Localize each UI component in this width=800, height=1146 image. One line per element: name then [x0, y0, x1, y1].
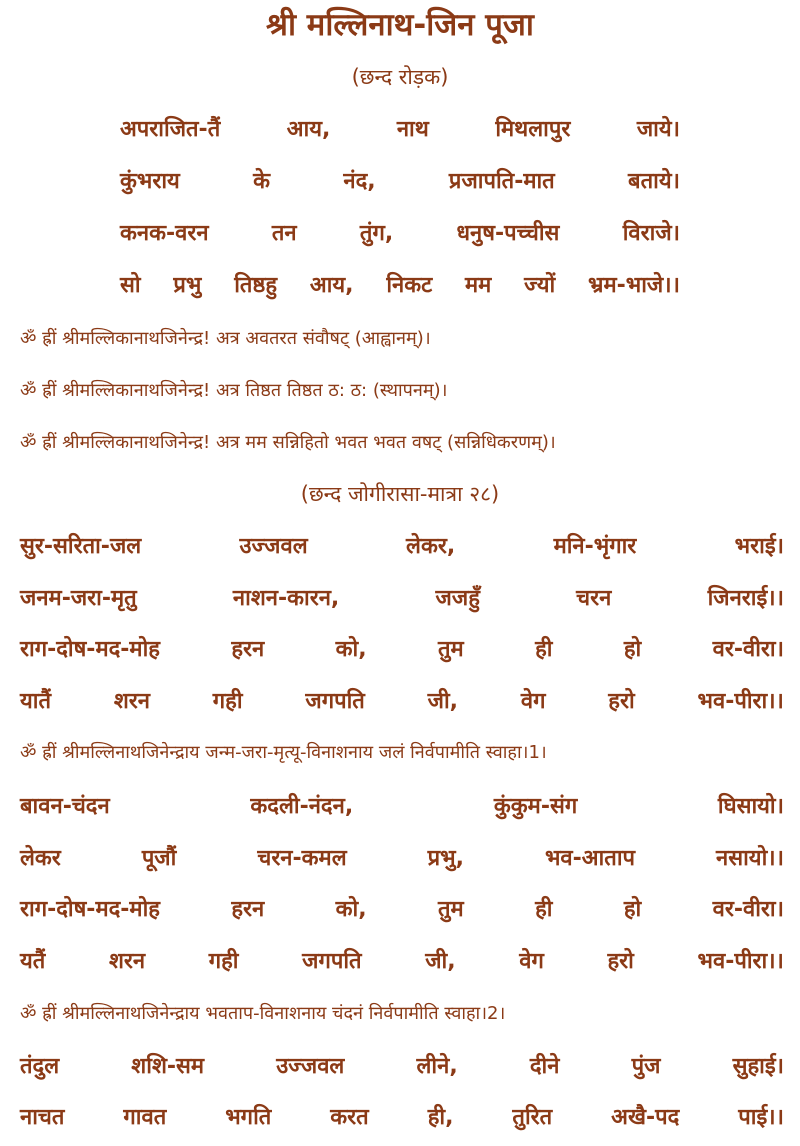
- verse-word: ही: [535, 637, 553, 662]
- verse-word: मनि-भृंगार: [553, 534, 637, 559]
- verse-word: हो: [623, 897, 642, 922]
- verse-word: सो: [120, 273, 141, 298]
- verse-word: पाई।।: [738, 1105, 784, 1130]
- verse-word: भव-पीरा।।: [697, 949, 784, 974]
- verse-word: पूजौं: [141, 846, 177, 871]
- verse-word: सुहाई।: [732, 1054, 784, 1079]
- verse-word: गही: [208, 949, 239, 974]
- verse-word: प्रभु,: [427, 846, 464, 871]
- verse-word: को,: [335, 637, 367, 662]
- verse-word: जगपति: [302, 949, 362, 974]
- verse-word: जगपति: [305, 689, 365, 714]
- verse-word: हरन: [231, 637, 265, 662]
- verse-word: निकट: [386, 273, 433, 298]
- verse-word: चरन: [576, 586, 612, 611]
- verse-word: नंद,: [343, 169, 376, 194]
- verse-word: ही: [535, 897, 553, 922]
- verse-word: राग-दोष-मद-मोह: [20, 637, 160, 662]
- verse-1-line-3: [120, 218, 680, 250]
- verse-word: लीने,: [416, 1054, 458, 1079]
- page-title: श्री मल्लिनाथ-जिन पूजा: [266, 7, 534, 43]
- chhand-heading-rodak: (छन्द रोड़क): [351, 65, 449, 89]
- verse-1-line-2: [120, 166, 680, 198]
- verse-word: कुंभराय: [120, 169, 180, 194]
- verse-word: ही,: [427, 1105, 454, 1130]
- verse-word: करत: [330, 1105, 369, 1130]
- verse-4-line-2: [20, 1102, 784, 1134]
- verse-word: वेग: [519, 949, 544, 974]
- verse-word: शरन: [113, 689, 150, 714]
- verse-word: तन: [271, 221, 297, 246]
- verse-word: यतैं: [20, 949, 46, 974]
- verse-word: शशि-सम: [131, 1054, 205, 1079]
- verse-word: भव-पीरा।।: [697, 689, 784, 714]
- verse-1-line-1: [120, 114, 680, 146]
- verse-2-line-1: [20, 531, 784, 563]
- verse-word: जी,: [427, 689, 459, 714]
- mantra-aahvanan: ॐ ह्रीं श्रीमल्लिकानाथजिनेन्द्र! अत्र अवतरत संवौषट् (आह्वानम्)।: [20, 328, 431, 349]
- verse-word: तुम: [437, 637, 464, 662]
- verse-word: तंदुल: [20, 1054, 60, 1079]
- mantra-chandan: ॐ ह्रीं श्रीमल्लिनाथजिनेन्द्राय भवताप-विनाशनाय चंदनं निर्वपामीति स्वाहा।2।: [20, 1003, 506, 1024]
- verse-word: जी,: [425, 949, 456, 974]
- verse-3-line-1: [20, 791, 784, 823]
- chhand-heading-jogirasa: (छन्द जोगीरासा-मात्रा २८): [300, 482, 500, 506]
- verse-word: मिथलापुर: [495, 117, 571, 142]
- verse-word: वर-वीरा।: [712, 637, 784, 662]
- mantra-sannidhikaran: ॐ ह्रीं श्रीमल्लिकानाथजिनेन्द्र! अत्र मम सन्निहितो भवत भवत वषट् (सन्निधिकरणम्)।: [20, 432, 556, 453]
- verse-3-line-4: [20, 946, 784, 978]
- verse-3-line-3: [20, 894, 784, 926]
- verse-3-line-2: [20, 843, 784, 875]
- verse-4-line-1: [20, 1051, 784, 1083]
- verse-word: बावन-चंदन: [20, 794, 110, 819]
- verse-word: हरो: [608, 689, 635, 714]
- verse-word: हरन: [231, 897, 265, 922]
- verse-word: आय,: [309, 273, 354, 298]
- verse-word: मम: [465, 273, 492, 298]
- verse-word: भराई।: [734, 534, 784, 559]
- verse-word: कुंकुम-संग: [493, 794, 578, 819]
- verse-word: प्रजापति-मात: [448, 169, 555, 194]
- verse-2-line-2: [20, 583, 784, 615]
- verse-word: ज्यों: [524, 273, 556, 298]
- verse-word: पुंज: [631, 1054, 661, 1079]
- verse-word: जाये।: [636, 117, 680, 142]
- verse-word: कनक-वरन: [120, 221, 209, 246]
- verse-word: चरन-कमल: [257, 846, 347, 871]
- verse-word: राग-दोष-मद-मोह: [20, 897, 160, 922]
- verse-word: भ्रम-भाजे।।: [588, 273, 680, 298]
- verse-word: घिसायो।: [717, 794, 784, 819]
- verse-word: भगति: [225, 1105, 272, 1130]
- verse-word: हो: [623, 637, 642, 662]
- verse-word: गावत: [123, 1105, 167, 1130]
- verse-word: जिनराई।।: [707, 586, 784, 611]
- verse-word: तुंग,: [359, 221, 394, 246]
- verse-2-line-4: [20, 686, 784, 718]
- verse-2-line-3: [20, 634, 784, 666]
- verse-word: वेग: [520, 689, 546, 714]
- verse-word: हरो: [607, 949, 634, 974]
- mantra-sthapan: ॐ ह्रीं श्रीमल्लिकानाथजिनेन्द्र! अत्र तिष्ठत तिष्ठत ठ: ठ: (स्थापनम्)।: [20, 380, 448, 401]
- verse-word: गही: [212, 689, 243, 714]
- verse-word: लेकर,: [406, 534, 456, 559]
- verse-word: कदली-नंदन,: [250, 794, 354, 819]
- verse-word: तुम: [437, 897, 464, 922]
- verse-word: नाचत: [20, 1105, 65, 1130]
- mantra-jal: ॐ ह्रीं श्रीमल्लिनाथजिनेन्द्राय जन्म-जरा-मृत्यू-विनाशनाय जलं निर्वपामीति स्वाहा।1।: [20, 742, 547, 763]
- verse-word: बताये।: [628, 169, 680, 194]
- verse-word: नसायो।।: [716, 846, 784, 871]
- verse-word: लेकर: [20, 846, 61, 871]
- verse-word: को,: [335, 897, 367, 922]
- verse-word: भव-आताप: [544, 846, 636, 871]
- verse-word: उज्जवल: [276, 1054, 345, 1079]
- verse-word: तुरित: [512, 1105, 553, 1130]
- verse-1-line-4: [120, 270, 680, 302]
- verse-word: शरन: [108, 949, 146, 974]
- verse-word: उज्जवल: [239, 534, 308, 559]
- verse-word: नाशन-कारन,: [232, 586, 340, 611]
- verse-word: नाथ: [396, 117, 429, 142]
- verse-word: सुर-सरिता-जल: [20, 534, 142, 559]
- verse-word: यातैं: [20, 689, 51, 714]
- verse-word: तिष्ठहु: [234, 273, 278, 298]
- verse-word: दीने: [529, 1054, 560, 1079]
- verse-word: के: [253, 169, 271, 194]
- verse-word: वर-वीरा।: [712, 897, 784, 922]
- verse-word: धनुष-पच्चीस: [456, 221, 560, 246]
- verse-word: जजहुँ: [435, 586, 480, 611]
- verse-word: आय,: [286, 117, 331, 142]
- verse-word: प्रभु: [173, 273, 202, 298]
- verse-word: अपराजित-तैं: [120, 117, 221, 142]
- verse-word: विराजे।: [622, 221, 680, 246]
- verse-word: अखै-पद: [611, 1105, 680, 1130]
- verse-word: जनम-जरा-मृतु: [20, 586, 137, 611]
